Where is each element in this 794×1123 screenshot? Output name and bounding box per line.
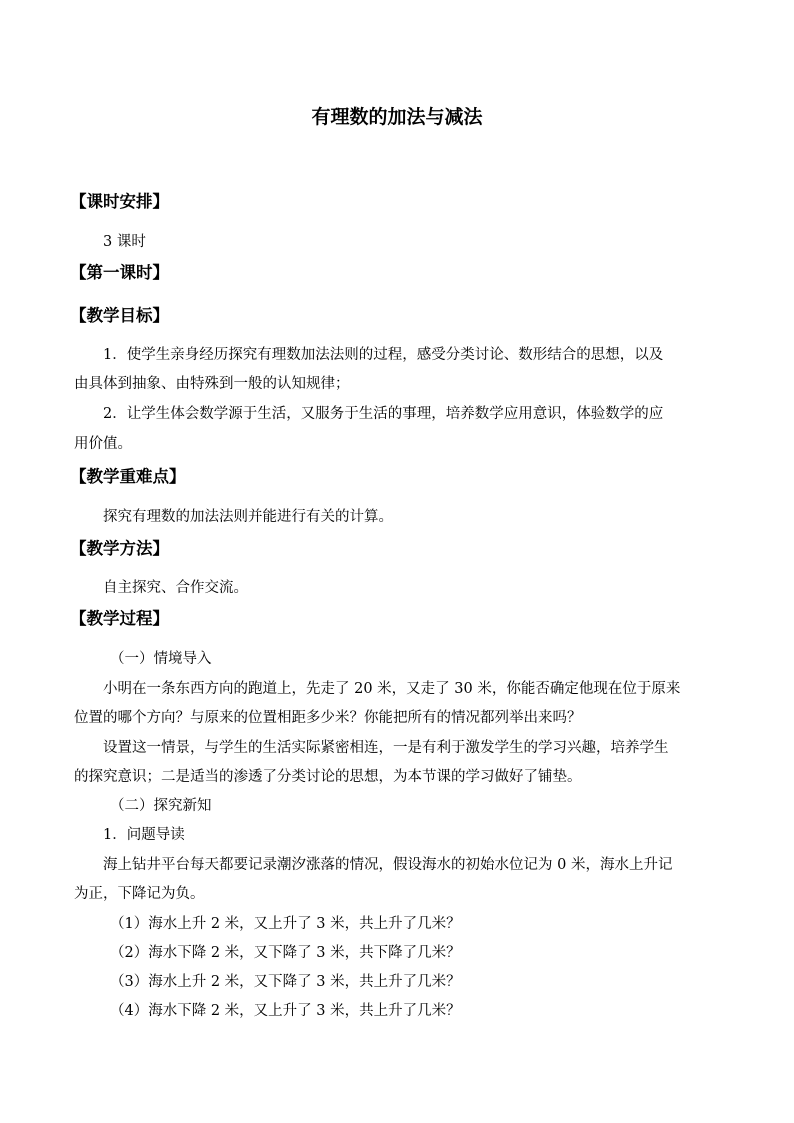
objective-1-line-2: 由具体到抽象、由特殊到一般的认知规律； [74,376,350,392]
objective-2-line-1: 2．让学生体会数学源于生活，又服务于生活的事理，培养数学应用意识，体验数学的应 [103,406,664,422]
process-part2-p1-line-1: 海上钻井平台每天都要记录潮汐涨落的情况，假设海水的初始水位记为 0 米，海水上升记 [103,857,673,873]
question-item: （4）海水下降 2 米，又上升了 3 米，共上升了几米？ [110,1003,461,1019]
process-part2-title: （二）探究新知 [110,798,212,814]
heading-process: 【教学过程】 [70,609,169,628]
process-part1-p1-line-2: 位置的哪个方向？与原来的位置相距多少米？你能把所有的情况都列举出来吗？ [74,710,582,726]
process-part1-p2-line-2: 的探究意识；二是适当的渗透了分类讨论的思想，为本节课的学习做好了铺垫。 [74,769,582,785]
heading-schedule: 【课时安排】 [70,192,169,211]
process-part2-subtitle: 1．问题导读 [103,827,185,843]
document-title: 有理数的加法与减法 [311,106,483,128]
heading-first-lesson: 【第一课时】 [70,263,169,282]
key-points-text: 探究有理数的加法法则并能进行有关的计算。 [103,509,393,525]
process-part2-p1-line-2: 为正，下降记为负。 [74,886,205,902]
methods-text: 自主探究、合作交流。 [103,580,248,596]
process-part1-p2-line-1: 设置这一情景，与学生的生活实际紧密相连，一是有利于激发学生的学习兴趣，培养学生 [103,740,669,756]
objective-1-line-1: 1．使学生亲身经历探究有理数加法法则的过程，感受分类讨论、数形结合的思想，以及 [103,347,664,363]
schedule-text: 3 课时 [103,234,146,250]
process-part1-title: （一）情境导入 [110,651,212,667]
heading-objectives: 【教学目标】 [70,306,169,325]
question-item: （1）海水上升 2 米，又上升了 3 米，共上升了几米？ [110,916,461,932]
process-part1-p1-line-1: 小明在一条东西方向的跑道上，先走了 20 米，又走了 30 米，你能否确定他现在位于原来 [103,681,681,697]
heading-key-points: 【教学重难点】 [70,467,186,486]
question-item: （3）海水上升 2 米，又下降了 3 米，共上升了几米？ [110,974,461,990]
question-item: （2）海水下降 2 米，又下降了 3 米，共下降了几米？ [110,945,461,961]
objective-2-line-2: 用价值。 [74,436,132,452]
heading-methods: 【教学方法】 [70,539,169,558]
